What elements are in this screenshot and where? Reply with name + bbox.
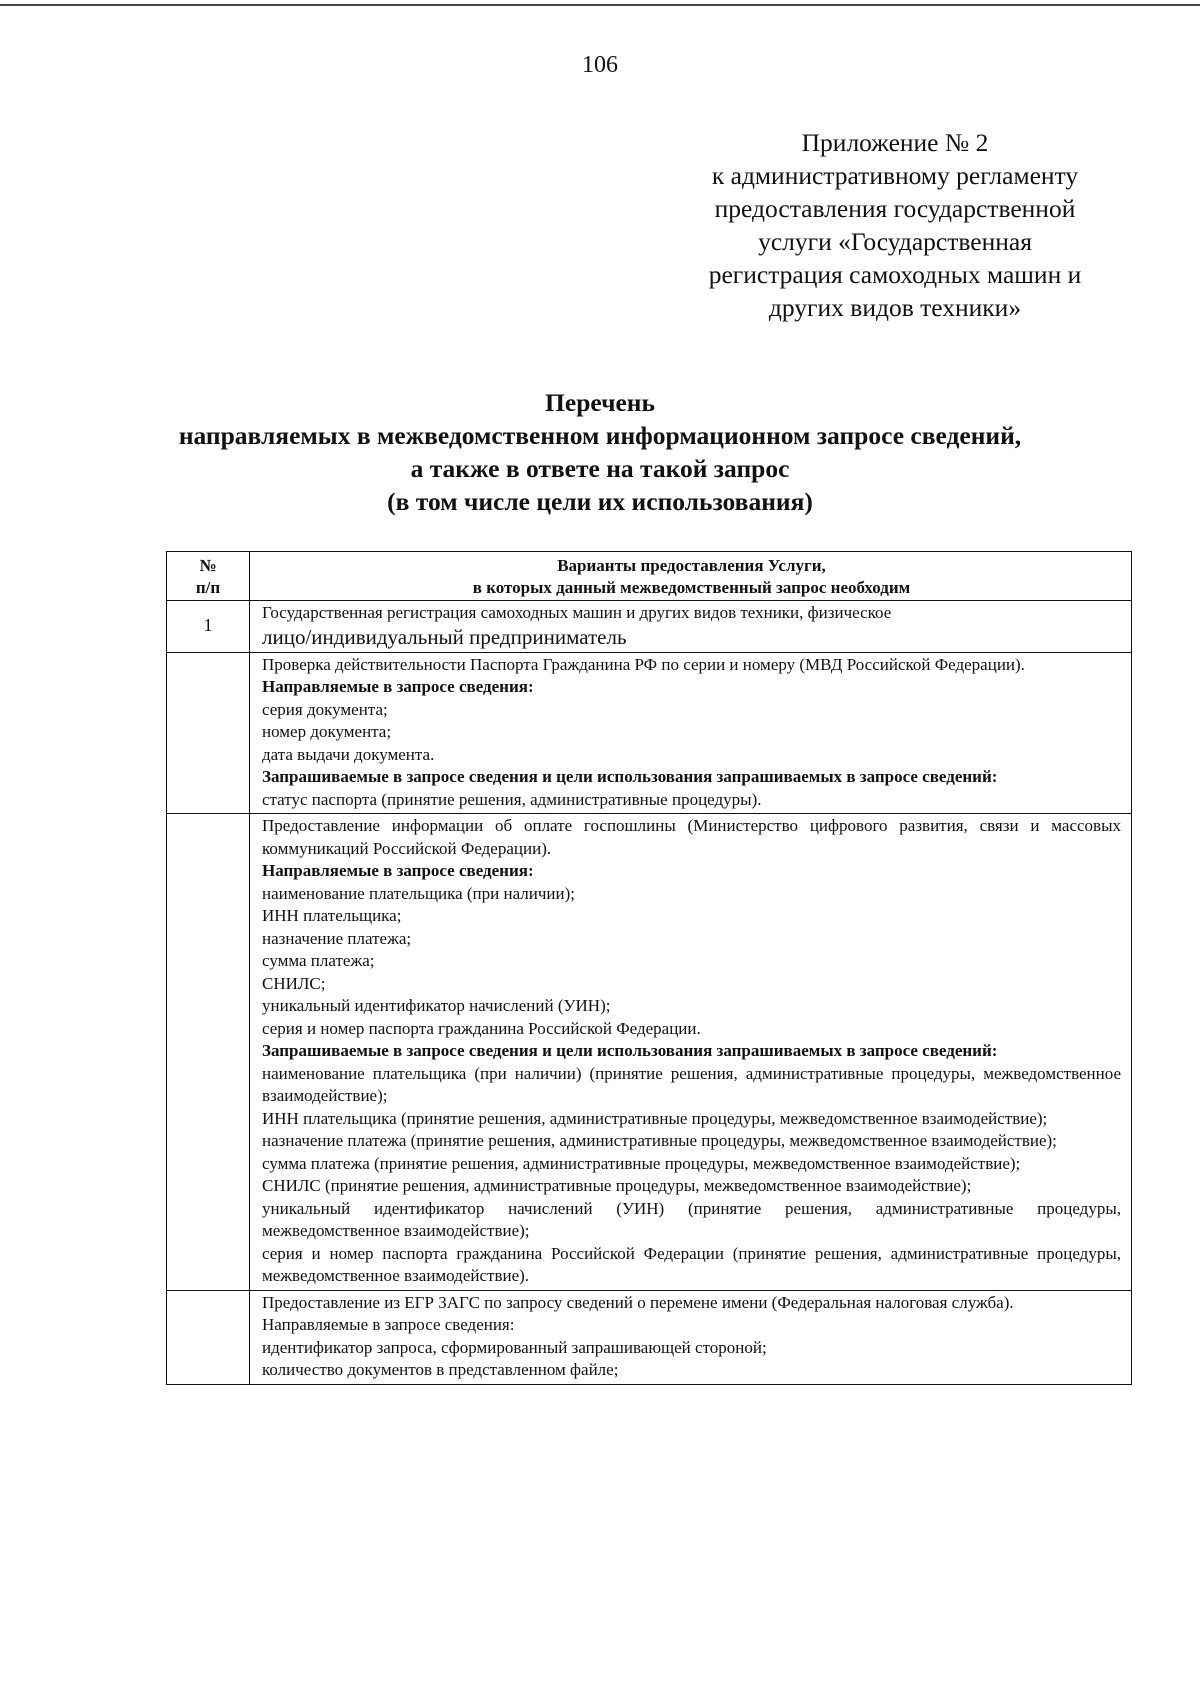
list-item: назначение платежа (принятие решения, административные процедуры, межведомственное взаимодействие);	[262, 1131, 1057, 1150]
list-item: номер документа;	[262, 722, 392, 741]
list-item: уникальный идентификатор начислений (УИН) (принятие решения, административные процедуры, межведомственное взаимодействие);	[262, 1198, 1121, 1240]
name-change-cell	[250, 1290, 1132, 1384]
list-item: ИНН плательщика;	[262, 906, 402, 925]
list-item: сумма платежа;	[262, 951, 375, 970]
list-item: идентификатор запроса, сформированный запрашивающей стороной;	[262, 1337, 767, 1357]
table-row	[167, 814, 1132, 1291]
header-variants-line: в которых данный межведомственный запрос необходим	[472, 578, 911, 597]
list-item: Предоставление информации об оплате госпошлины (Министерство цифрового развития, связи и массовых коммуникаций Российской Федерации).	[262, 816, 1121, 858]
title-line: (в том числе цели их использования)	[387, 487, 813, 516]
list-item: СНИЛС;	[262, 973, 326, 993]
requests-table	[166, 551, 1132, 1385]
appendix-line: услуги «Государственная	[758, 227, 1032, 256]
service-variant-subject: лицо/индивидуальный предприниматель	[262, 624, 627, 649]
list-item: ИНН плательщика (принятие решения, административные процедуры, межведомственное взаимодействие);	[262, 1108, 1048, 1128]
document-title	[60, 386, 1140, 518]
list-item: наименование плательщика (при наличии) (принятие решения, административные процедуры, межведомственное взаимодействие);	[262, 1063, 1121, 1105]
appendix-line: к административному регламенту	[711, 161, 1079, 190]
top-border-line	[0, 4, 1200, 6]
list-item: Проверка действительности Паспорта Гражданина РФ по серии и номеру (МВД Российской Федерации).	[262, 654, 1025, 674]
row-number-cell: 1	[167, 601, 250, 653]
section-heading: Направляемые в запросе сведения:	[262, 861, 534, 880]
table-header-row	[167, 552, 1132, 601]
list-item: количество документов в представленном файле;	[262, 1360, 619, 1379]
header-variants-cell	[250, 552, 1132, 601]
list-item: наименование плательщика (при наличии);	[262, 883, 575, 903]
page-number: 106	[582, 52, 618, 78]
header-variants-line: Варианты предоставления Услуги,	[557, 556, 826, 575]
appendix-line: других видов техники»	[768, 293, 1022, 322]
title-line: а также в ответе на такой запрос	[410, 454, 790, 483]
appendix-heading	[660, 126, 1130, 324]
fee-payment-cell	[250, 814, 1132, 1291]
section-heading: Запрашиваемые в запросе сведения и цели использования запрашиваемых в запросе сведений:	[262, 1041, 998, 1060]
header-number-cell	[167, 552, 250, 601]
table-row	[167, 1290, 1132, 1384]
list-item: сумма платежа (принятие решения, административные процедуры, межведомственное взаимодействие);	[262, 1153, 1021, 1173]
header-number-abbr: п/п	[195, 578, 221, 597]
appendix-line: Приложение № 2	[801, 128, 989, 157]
row-number-cell	[167, 1290, 250, 1384]
list-item: назначение платежа;	[262, 928, 412, 948]
list-item: уникальный идентификатор начислений (УИН);	[262, 996, 611, 1015]
header-number-symbol: №	[199, 556, 217, 575]
appendix-line: регистрация самоходных машин и	[708, 260, 1082, 289]
service-variant-text: Государственная регистрация самоходных машин и других видов техники, физическое	[262, 603, 892, 622]
row-number-cell	[167, 652, 250, 814]
service-variant-cell	[250, 601, 1132, 653]
table-row	[167, 652, 1132, 814]
list-item: Направляемые в запросе сведения:	[262, 1315, 515, 1334]
list-item: дата выдачи документа.	[262, 744, 435, 764]
passport-check-cell	[250, 652, 1132, 814]
title-line: Перечень	[545, 388, 655, 417]
list-item: статус паспорта (принятие решения, административные процедуры).	[262, 789, 762, 809]
section-heading: Запрашиваемые в запросе сведения и цели использования запрашиваемых в запросе сведений:	[262, 767, 998, 786]
row-number-cell	[167, 814, 250, 1291]
section-heading: Направляемые в запросе сведения:	[262, 677, 534, 696]
list-item: серия и номер паспорта гражданина Российской Федерации (принятие решения, административные процедуры, межведомственное взаимодействие).	[262, 1243, 1121, 1285]
list-item: серия документа;	[262, 699, 388, 719]
table-row	[167, 601, 1132, 653]
title-line: направляемых в межведомственном информационном запросе сведений,	[178, 421, 1022, 450]
list-item: Предоставление из ЕГР ЗАГС по запросу сведений о перемене имени (Федеральная налоговая служба).	[262, 1292, 1014, 1312]
appendix-line: предоставления государственной	[714, 194, 1076, 223]
list-item: серия и номер паспорта гражданина Российской Федерации.	[262, 1018, 701, 1038]
list-item: СНИЛС (принятие решения, административные процедуры, межведомственное взаимодействие);	[262, 1176, 972, 1195]
